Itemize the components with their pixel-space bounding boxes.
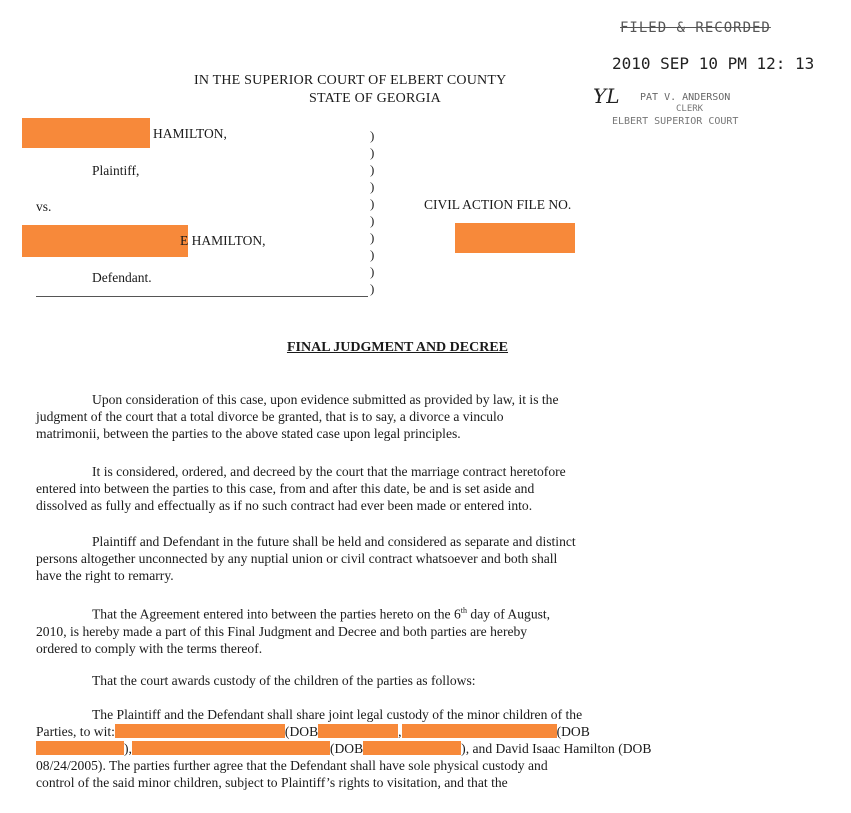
paragraph-line: 2010, is hereby made a part of this Final Judgment and Decree and both parties are hereby (36, 623, 528, 639)
paragraph-joint-custody (36, 706, 758, 791)
redaction-child-name (115, 724, 285, 738)
paragraph-line (36, 602, 758, 623)
custody-text: ), (124, 741, 132, 756)
defendant-role: Defendant. (92, 270, 152, 285)
paragraph-line: The Plaintiff and the Defendant shall share joint legal custody of the minor children of the (92, 707, 583, 722)
clerk-title: CLERK (676, 104, 704, 114)
agreement-text: day of August, (467, 606, 551, 622)
custody-text: ), and David Isaac Hamilton (DOB (461, 741, 652, 756)
filed-stamp-label: FILED & RECORDED (620, 20, 771, 36)
ordinal-suffix: th (460, 606, 468, 615)
paragraph-agreement (36, 602, 758, 657)
paragraph-line: ordered to comply with the terms thereof. (36, 640, 263, 656)
redaction-plaintiff-name (22, 118, 150, 148)
civil-action-label: CIVIL ACTION FILE NO. (424, 197, 572, 212)
plaintiff-role: Plaintiff, (92, 163, 140, 178)
redaction-file-number (455, 223, 575, 253)
defendant-name: E HAMILTON, (180, 233, 266, 248)
paragraph-line: It is considered, ordered, and decreed by the court that the marriage contract heretofore (92, 464, 566, 479)
caption-paren: ) (370, 196, 375, 211)
clerk-court: ELBERT SUPERIOR COURT (612, 116, 739, 127)
custody-text: (DOB (329, 741, 364, 756)
paragraph-line: judgment of the court that a total divorce be granted, that is to say, a divorce a vinculo (36, 409, 504, 424)
paragraph-divorce-granted (36, 391, 758, 442)
paragraph-line: dissolved as fully and effectually as if no such contract had ever been made or entered into. (36, 498, 533, 513)
custody-text: Parties, to wit: (36, 724, 115, 739)
redaction-child-dob (363, 741, 461, 755)
document-title: FINAL JUDGMENT AND DECREE (286, 340, 509, 355)
caption-paren: ) (370, 281, 375, 296)
caption-paren: ) (370, 247, 375, 262)
versus-label: vs. (36, 199, 52, 214)
redaction-child-name (402, 724, 557, 738)
caption-paren: ) (370, 213, 375, 228)
caption-paren: ) (370, 128, 375, 143)
paragraph-line (36, 723, 758, 740)
caption-paren: ) (370, 230, 375, 245)
court-name: IN THE SUPERIOR COURT OF ELBERT COUNTY (194, 73, 507, 88)
paragraph-line: 08/24/2005). The parties further agree that the Defendant shall have sole physical custody and (36, 758, 548, 773)
agreement-text: That the Agreement entered into between the parties hereto on the 6 (92, 606, 461, 622)
custody-text: (DOB (556, 724, 590, 739)
paragraph-custody-intro (36, 672, 758, 689)
redaction-child-dob (36, 741, 124, 755)
paragraph-line: entered into between the parties to this case, from and after this date, be and is set aside and (36, 481, 535, 496)
redaction-child-dob (318, 724, 398, 738)
custody-text: (DOB (284, 724, 319, 739)
paragraph-line: Plaintiff and Defendant in the future shall be held and considered as separate and distinct (92, 534, 576, 549)
caption-paren: ) (370, 162, 375, 177)
redaction-child-name (132, 741, 330, 755)
paragraph-line: Upon consideration of this case, upon evidence submitted as provided by law, it is the (92, 392, 559, 407)
paragraph-line: control of the said minor children, subject to Plaintiff’s rights to visitation, and that the (36, 775, 508, 790)
paragraph-contract-dissolved (36, 463, 758, 514)
caption-paren: ) (370, 264, 375, 279)
court-state: STATE OF GEORGIA (309, 91, 441, 106)
paragraph-separate-persons (36, 533, 758, 584)
custody-text: , (398, 724, 402, 739)
paragraph-line (36, 740, 758, 757)
plaintiff-name: HAMILTON, (153, 126, 227, 141)
caption-paren: ) (370, 179, 375, 194)
paragraph-line: That the court awards custody of the children of the parties as follows: (92, 673, 476, 688)
paragraph-line: have the right to remarry. (36, 568, 174, 583)
clerk-name: PAT V. ANDERSON (640, 92, 731, 103)
clerk-initials: YL (593, 84, 620, 108)
paragraph-line: persons altogether unconnected by any nuptial union or civil contract whatsoever and both shall (36, 551, 558, 566)
redaction-defendant-name (22, 225, 188, 257)
filed-stamp-date: 2010 SEP 10 PM 12: 13 (612, 54, 815, 73)
caption-paren: ) (370, 145, 375, 160)
caption-underline (36, 296, 368, 297)
paragraph-line: matrimonii, between the parties to the above stated case upon legal principles. (36, 426, 461, 441)
